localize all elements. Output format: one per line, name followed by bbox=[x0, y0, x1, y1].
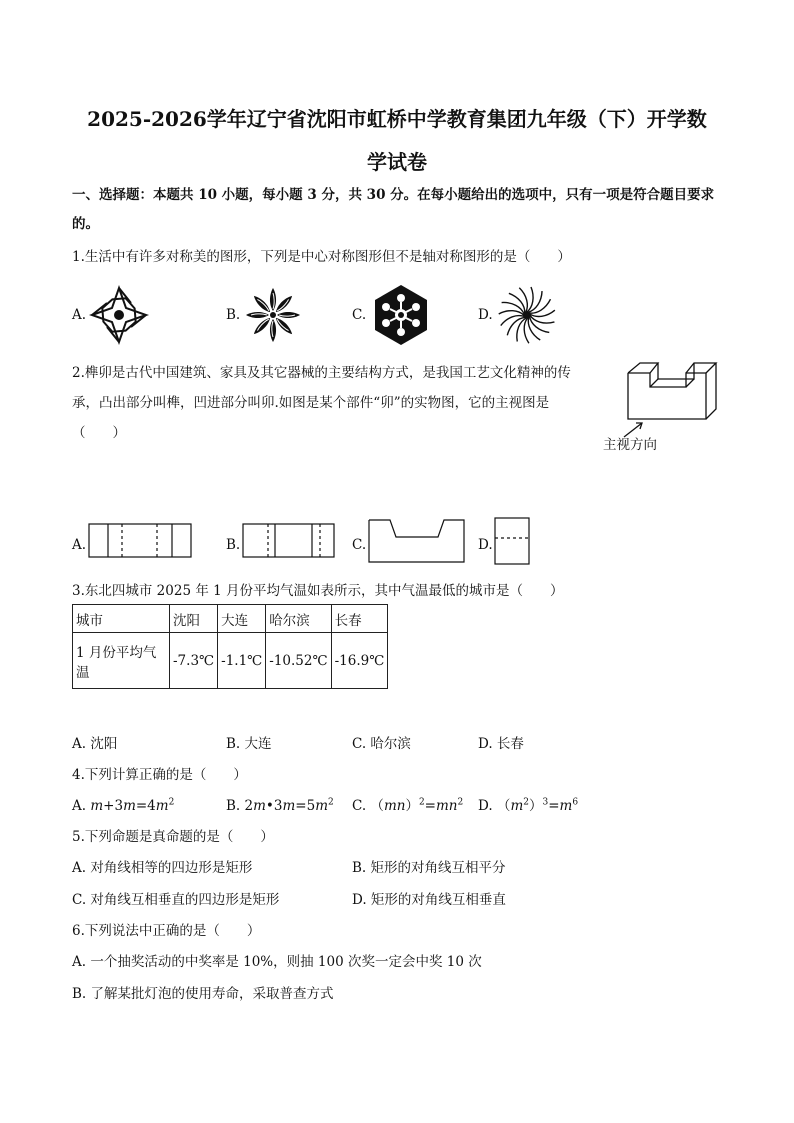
q5-option-c: C. 对角线互相垂直的四边形是矩形 bbox=[72, 892, 280, 908]
q4-option-c: C. $(mn)^2=mn^2$ bbox=[352, 797, 464, 814]
q3-stem: 3.东北四城市 2025 年 1 月份平均气温如表所示，其中气温最低的城市是（ ） bbox=[72, 583, 564, 599]
row-label-line1: 1 月份平均气 bbox=[76, 644, 157, 661]
q1-label-b: B. bbox=[226, 307, 241, 323]
q4-option-d: D. $(m^2)^3=m^6$ bbox=[478, 797, 579, 814]
q2-label-a: A. bbox=[72, 537, 87, 553]
section-heading-line1: 一、选择题：本题共 10 小题，每小题 3 分，共 30 分。在每小题给出的选项中，只有一项是符合题目要求 bbox=[72, 187, 715, 203]
q1-figure-a-pinwheel-icon bbox=[88, 285, 150, 345]
table-cell: 哈尔滨 bbox=[266, 605, 331, 633]
q2-option-b-figure bbox=[242, 522, 336, 560]
row-label-line2: 温 bbox=[76, 664, 90, 681]
q1-stem: 1.生活中有许多对称美的图形，下列是中心对称图形但不是轴对称图形的是（ ） bbox=[72, 249, 571, 265]
table-row bbox=[73, 633, 388, 689]
table-row-label bbox=[73, 633, 170, 689]
q2-option-c-figure bbox=[368, 517, 466, 565]
q5-option-b: B. 矩形的对角线互相平分 bbox=[352, 860, 506, 876]
q3-option-b: B. 大连 bbox=[226, 736, 272, 752]
q2-stem-line1: 2.榫卯是古代中国建筑、家具及其它器械的主要结构方式，是我国工艺文化精神的传 bbox=[72, 365, 571, 381]
exam-title-line1: 2025-2026学年辽宁省沈阳市虹桥中学教育集团九年级（下）开学数 bbox=[87, 107, 707, 131]
q5-option-d: D. 矩形的对角线互相垂直 bbox=[352, 892, 506, 908]
q2-label-b: B. bbox=[226, 537, 241, 553]
section-heading-line2: 的。 bbox=[72, 216, 99, 232]
q3-option-a: A. 沈阳 bbox=[72, 736, 118, 752]
table-cell: 城市 bbox=[73, 605, 170, 633]
q2-stem-line3: （ ） bbox=[72, 425, 126, 441]
q5-stem: 5.下列命题是真命题的是（ ） bbox=[72, 829, 274, 845]
q1-figure-c-hexagon-pattern-icon bbox=[368, 283, 434, 347]
q2-label-c: C. bbox=[352, 537, 367, 553]
q4-option-b: B. $2m•3m=5m^2$ bbox=[226, 797, 334, 814]
q2-option-d-figure bbox=[494, 516, 532, 566]
q5-option-a: A. 对角线相等的四边形是矩形 bbox=[72, 860, 253, 876]
q6-option-a: A. 一个抽奖活动的中奖率是 10%，则抽 100 次奖一定会中奖 10 次 bbox=[72, 954, 482, 970]
q1-label-c: C. bbox=[352, 307, 367, 323]
q3-option-c: C. 哈尔滨 bbox=[352, 736, 411, 752]
table-cell: 大连 bbox=[218, 605, 266, 633]
q1-figure-b-flower-icon bbox=[242, 285, 304, 345]
q1-label-a: A. bbox=[72, 307, 87, 323]
q4-option-a: A. $m+3m=4m^2$ bbox=[72, 797, 175, 814]
q3-temperature-table bbox=[72, 604, 388, 689]
q1-label-d: D. bbox=[478, 307, 493, 323]
q2-option-a-figure bbox=[88, 522, 194, 560]
q6-option-b: B. 了解某批灯泡的使用寿命，采取普查方式 bbox=[72, 986, 334, 1002]
q2-stem-line2: 承，凸出部分叫榫，凹进部分叫卯.如图是某个部件“卯”的实物图，它的主视图是 bbox=[72, 395, 550, 411]
table-header-row bbox=[73, 605, 388, 633]
exam-title-line2: 学试卷 bbox=[367, 150, 427, 174]
q1-figure-d-swirl-icon bbox=[496, 283, 558, 347]
table-cell: 长春 bbox=[331, 605, 388, 633]
q6-stem: 6.下列说法中正确的是（ ） bbox=[72, 923, 261, 939]
table-cell: -1.1℃ bbox=[218, 633, 266, 689]
table-cell: 沈阳 bbox=[170, 605, 218, 633]
q4-stem: 4.下列计算正确的是（ ） bbox=[72, 767, 247, 783]
table-cell: -10.52℃ bbox=[266, 633, 331, 689]
table-cell: -7.3℃ bbox=[170, 633, 218, 689]
q2-direction-label: 主视方向 bbox=[603, 437, 657, 453]
q3-option-d: D. 长春 bbox=[478, 736, 524, 752]
table-cell: -16.9℃ bbox=[331, 633, 388, 689]
q2-label-d: D. bbox=[478, 537, 493, 553]
